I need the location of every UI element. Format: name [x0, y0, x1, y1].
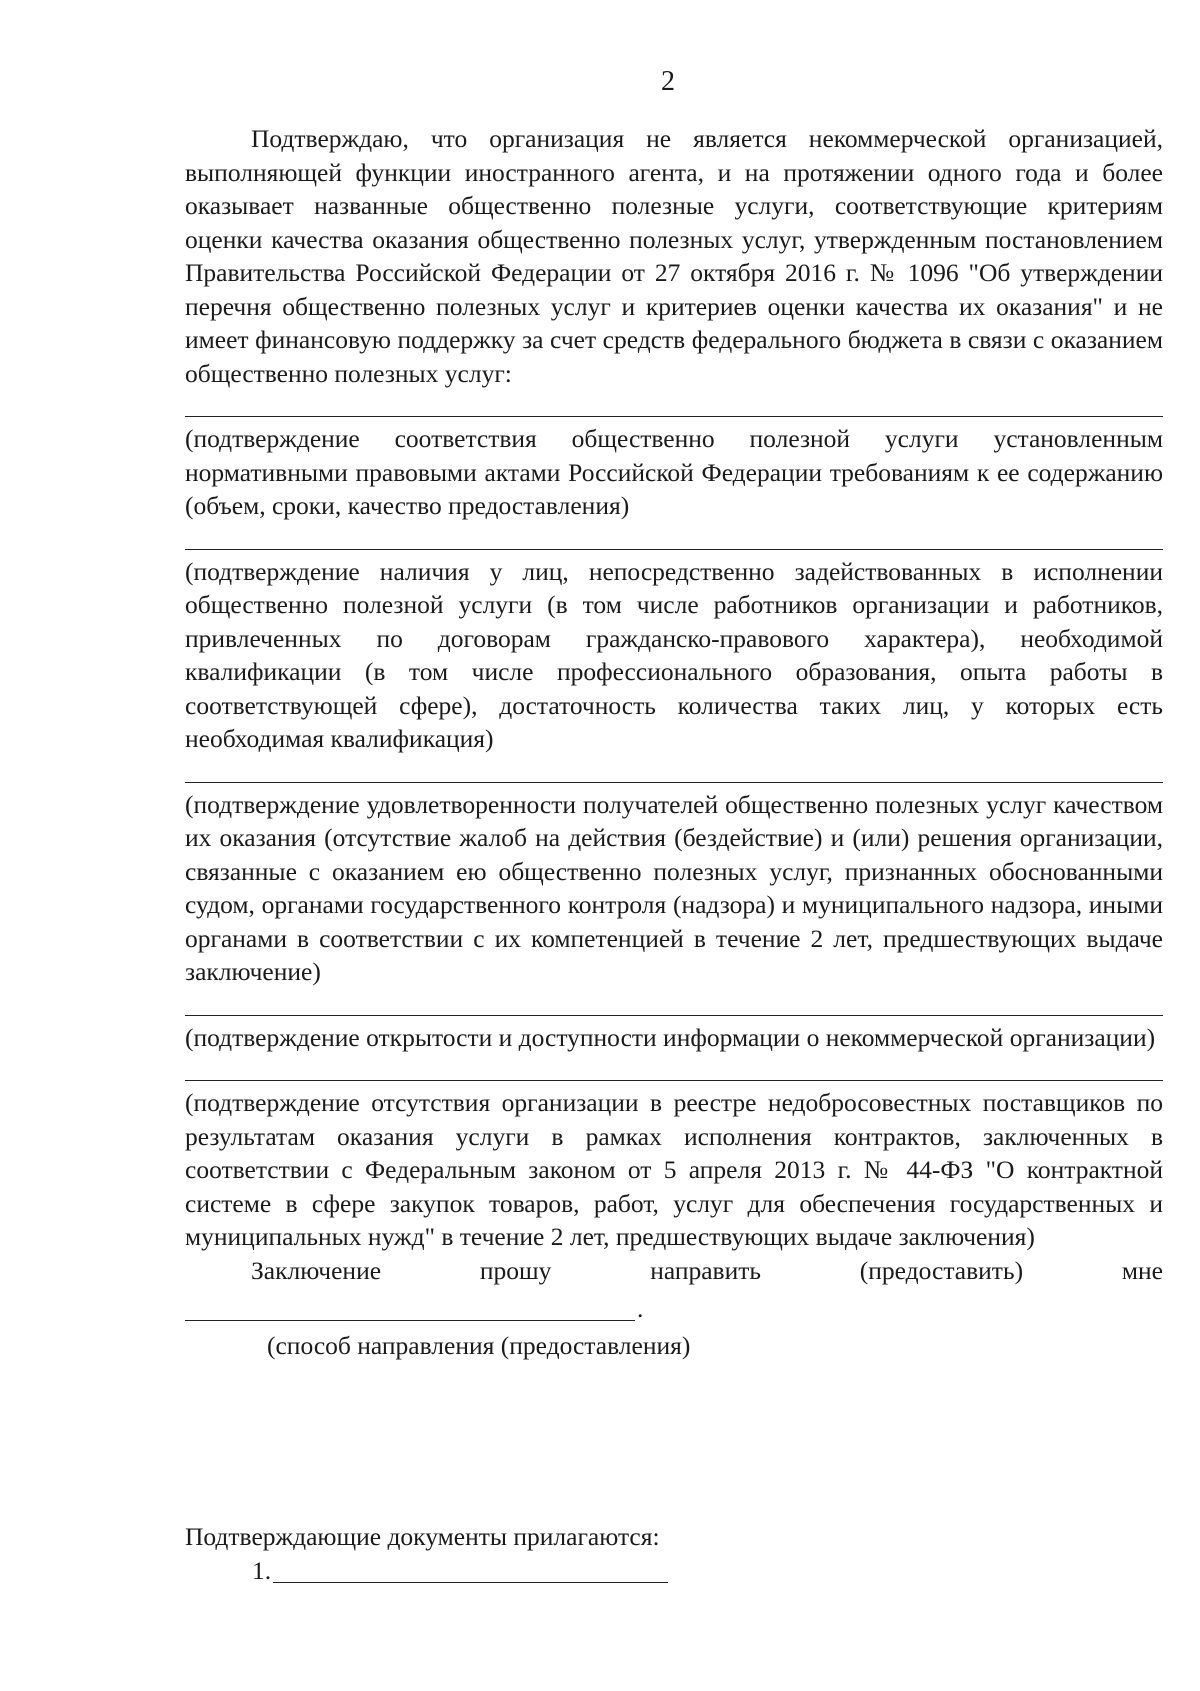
attachment-item: [252, 1554, 668, 1588]
blank-line-1: [185, 390, 1163, 422]
page-number: 2: [661, 66, 675, 97]
request-line: [185, 1254, 1163, 1288]
request-word: Заключение: [251, 1255, 382, 1285]
intro-paragraph: Подтверждаю, что организация не является некоммерческой организацией, выполняющей функции иностранного агента, и на протяжении одного года и более оказывает названные общественно полезные услуги, соответствующие критериям оценки качества оказания общественно полезных услуг, утвержденным постановлением Правительства Российской Федерации от 27 октября 2016 г. № 1096 "Об утверждении перечня общественно полезных услуг и критериев оценки качества их оказания" и не имеет финансовую поддержку за счет средств федерального бюджета в связи с оказанием общественно полезных услуг:: [185, 124, 1163, 388]
request-word: направить: [650, 1255, 761, 1285]
attachment-item-blank: [273, 1582, 668, 1583]
delivery-method-blank: [185, 1320, 635, 1321]
blank-line-2: [185, 523, 1163, 555]
attachment-item-number: 1.: [252, 1556, 272, 1585]
confirmation-staff-qualification: (подтверждение наличия у лиц, непосредственно задействованных в исполнении общественно полезной услуги (в том числе работников организации и работников, привлеченных по договорам гражданско-правового характера), необходимой квалификации (в том числе профессионального образования, опыта работы в соответствующей сфере), достаточность количества таких лиц, у которых есть необходимая квалификация): [185, 556, 1163, 753]
confirmation-information-openness: (подтверждение открытости и доступности информации о некоммерческой организации): [185, 1022, 1156, 1052]
request-word: прошу: [479, 1255, 552, 1285]
confirmation-recipient-satisfaction: (подтверждение удовлетворенности получателей общественно полезных услуг качеством их оказания (отсутствие жалоб на действия (бездействие) и (или) решения организации, связанные с оказанием ею общественно полезных услуг, признанных обоснованными судом, органами государственного контроля (надзора) и муниципального надзора, иными органами в соответствии с их компетенцией в течение 2 лет, предшествующих выдаче заключение): [185, 789, 1163, 986]
confirmation-registry-absence: (подтверждение отсутствия организации в реестре недобросовестных поставщиков по результатам оказания услуги в рамках исполнения контрактов, заключенных в соответствии с Федеральным законом от 5 апреля 2013 г. № 44-ФЗ "О контрактной системе в сфере закупок товаров, работ, услуг для обеспечения государственных и муниципальных нужд" в течение 2 лет, предшествующих выдаче заключения): [185, 1088, 1163, 1251]
request-word: (предоставить): [859, 1255, 1024, 1285]
end-mark: .: [637, 1293, 644, 1323]
blank-line-3: [185, 756, 1163, 788]
request-word: мне: [1121, 1255, 1163, 1285]
blank-line-5: [185, 1054, 1163, 1086]
attachments-heading: Подтверждающие документы прилагаются:: [185, 1522, 660, 1551]
confirmation-service-compliance: (подтверждение соответствия общественно полезной услуги установленным нормативными правовыми актами Российской Федерации требованиям к ее содержанию (объем, сроки, качество предоставления): [185, 424, 1163, 520]
delivery-method-caption: (способ направления (предоставления): [267, 1331, 691, 1360]
blank-line-4: [185, 989, 1163, 1021]
document-body: [185, 122, 1163, 1363]
delivery-method-field: [185, 1291, 1163, 1325]
